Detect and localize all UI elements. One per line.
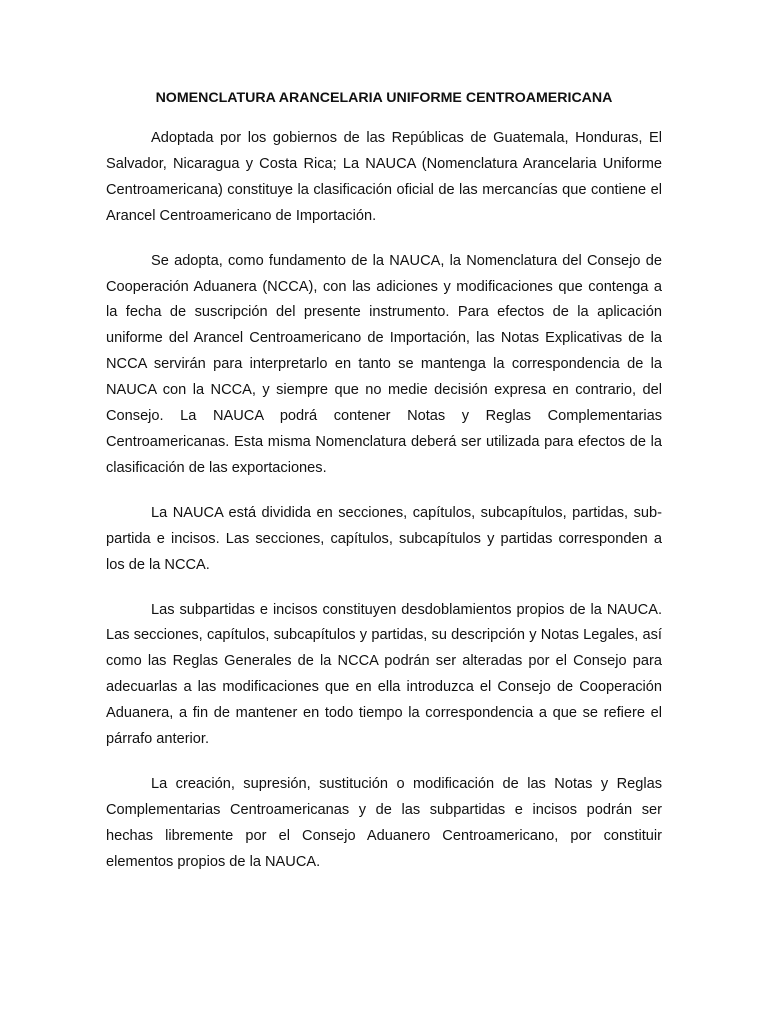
paragraph-2: Se adopta, como fundamento de la NAUCA, la Nomenclatura del Consejo de Cooperación Aduanera (NCCA), con las adiciones y modificaciones que contenga a la fecha de suscripción del presente instrumento. Para efectos de la aplicación uniforme del Arancel Centroamericano de Importación, las Notas Explicativas de la NCCA servirán para interpretarlo en tanto se mantenga la correspondencia de la NAUCA con la NCCA, y siempre que no medie decisión expresa en contrario, del Consejo. La NAUCA podrá contener Notas y Reglas Complementarias Centroamericanas. Esta misma Nomenclatura deberá ser utilizada para efectos de la clasificación de las exportaciones. bbox=[106, 252, 662, 476]
paragraph-1: Adoptada por los gobiernos de las Repúblicas de Guatemala, Honduras, El Salvador, Nicaragua y Costa Rica; La NAUCA (Nomenclatura Arancelaria Uniforme Centroamericana) constituye la clasificación oficial de las mercancías que contiene el Arancel Centroamericano de Importación. bbox=[106, 130, 662, 224]
paragraph-3: La NAUCA está dividida en secciones, capítulos, subcapítulos, partidas, sub- partida e incisos. Las secciones, capítulos, subcapítulos y partidas corresponden a los de la NCCA. bbox=[106, 504, 662, 573]
paragraph-4: Las subpartidas e incisos constituyen desdoblamientos propios de la NAUCA. Las secciones, capítulos, subcapítulos y partidas, su descripción y Notas Legales, así como las Reglas Generales de la NCCA podrán ser alteradas por el Consejo para adecuarlas a las modificaciones que en ella introduzca el Consejo de Cooperación Aduanera, a fin de mantener en todo tiempo la correspondencia a que se refiere el párrafo anterior. bbox=[106, 601, 662, 748]
document-page bbox=[106, 85, 662, 895]
document-title: NOMENCLATURA ARANCELARIA UNIFORME CENTROAMERICANA bbox=[155, 90, 613, 106]
paragraph-5: La creación, supresión, sustitución o modificación de las Notas y Reglas Complementarias Centroamericanas y de las subpartidas e incisos podrán ser hechas libremente por el Consejo Aduanero Centroamericano, por constituir elementos propios de la NAUCA. bbox=[106, 775, 662, 870]
